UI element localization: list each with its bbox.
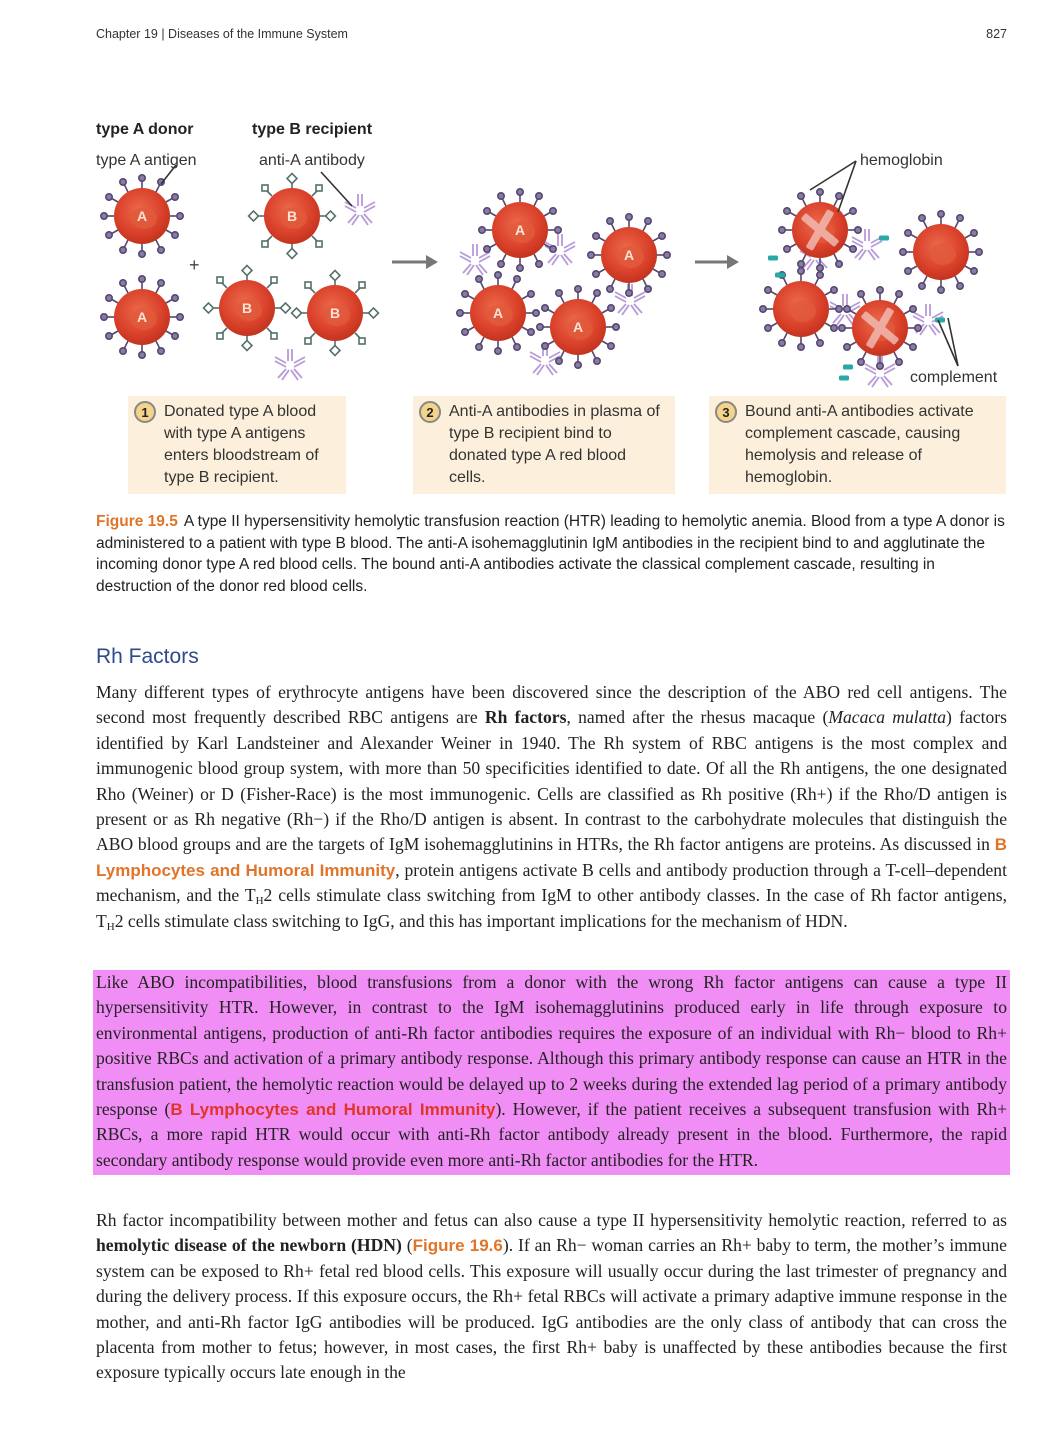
- svg-text:B: B: [241, 300, 253, 316]
- species-name: Macaca mulatta: [828, 707, 947, 728]
- cell-label-a: A: [136, 208, 148, 224]
- svg-text:A: A: [572, 319, 584, 335]
- svg-text:B: B: [329, 305, 341, 321]
- antigen-label: type A antigen: [96, 152, 197, 169]
- svg-text:A: A: [623, 247, 635, 263]
- figure-ref: Figure 19.5: [96, 513, 178, 530]
- figure-19-5: [90, 110, 1015, 510]
- step-text: Bound anti-A antibodies activate complement cascade, causing hemolysis and release of hemoglobin.: [745, 403, 974, 486]
- panel-1-donor-recipient-cells: [101, 165, 379, 380]
- step-number-badge: 1: [134, 401, 156, 423]
- recipient-title: type B recipient: [252, 121, 373, 138]
- step-text: Anti-A antibodies in plasma of type B recipient bind to donated type A red blood cells.: [449, 403, 660, 486]
- paragraph-3: Rh factor incompatibility between mother and fetus can also cause a type II hypersensitivity hemolytic reaction, referred to as hemolytic disease of the newborn (HDN) (Figure 19.6). If an Rh− woman carries an Rh+ baby to term, the mother’s immune system can be exposed to Rh+ fetal red blood cells. This exposure will usually occur during the last trimester of pregnancy and during the delivery process. If this exposure occurs, the Rh+ fetal RBCs will activate a primary adaptive immune response in the mother, and anti-Rh factor IgG antibodies will be produced. IgG antibodies are the only class of antibody that can cross the placenta from mother to fetus; however, in most cases, the first Rh+ baby is unaffected by these antibodies because the first exposure typically occurs late enough in the: [96, 1210, 1007, 1383]
- term-rh-factors: Rh factors: [484, 707, 567, 728]
- antibody-label: anti-A antibody: [259, 152, 365, 169]
- link-figure-19-6[interactable]: Figure 19.6: [412, 1236, 503, 1256]
- running-head: [96, 27, 1007, 41]
- step-number-badge: 3: [715, 401, 737, 423]
- link-b-lymphocytes[interactable]: B Lymphocytes and Humoral Immunity: [96, 835, 1007, 880]
- complement-label: complement: [910, 369, 998, 386]
- page-number: 827: [986, 27, 1007, 41]
- step-2-box: [413, 396, 675, 494]
- donor-title: type A donor: [96, 121, 194, 138]
- figure-caption: [96, 511, 1008, 597]
- term-hdn: hemolytic disease of the newborn (HDN): [96, 1235, 402, 1256]
- panel-3-hemolysis: [760, 161, 982, 387]
- svg-text:A: A: [136, 309, 148, 325]
- step-text: Donated type A blood with type A antigens enters bloodstream of type B recipient.: [164, 403, 319, 486]
- panel-2-agglutination: [457, 189, 670, 375]
- caption-text: A type II hypersensitivity hemolytic transfusion reaction (HTR) leading to hemolytic anemia. Blood from a type A donor is administered to a patient with type B blood. The anti-A isohemagglutinin IgM antibodies in the recipient bind to and agglutinate the incoming donor type A red blood cells. The bound anti-A antibodies activate the classical complement cascade, resulting in destruction of the donor red blood cells.: [96, 513, 1005, 595]
- hemoglobin-label: hemoglobin: [860, 152, 943, 169]
- cell-label-b: B: [286, 208, 298, 224]
- arrow-right-icon: [392, 255, 438, 269]
- paragraph-2-highlighted: Like ABO incompatibilities, blood transfusions from a donor with the wrong Rh factor antigens can cause a type II hypersensitivity HTR. However, in contrast to the IgM isohemagglutinins produced early in life through exposure to environmental antigens, production of anti-Rh factor antibodies requires the exposure of an individual with Rh− blood to Rh+ positive RBCs and activation of a primary antibody response. Although this primary antibody response can cause an HTR in the transfusion patient, the hemolytic reaction would be delayed up to 2 weeks during the extended lag period of a primary antibody response (B Lymphocytes and Humoral Immunity). However, if the patient receives a subsequent transfusion with Rh+ RBCs, a more rapid HTR would occur with anti-Rh factor antibody already present in the blood. Furthermore, the rapid secondary antibody response would provide even more anti-Rh factor antibodies for the HTR.: [93, 970, 1010, 1175]
- step-1-box: [128, 396, 346, 494]
- arrow-right-icon: [695, 255, 739, 269]
- svg-text:A: A: [514, 222, 526, 238]
- section-title: Rh Factors: [96, 645, 199, 668]
- step-3-box: [709, 396, 1006, 494]
- link-b-lymphocytes[interactable]: B Lymphocytes and Humoral Immunity: [170, 1100, 496, 1120]
- step-number-badge: 2: [419, 401, 441, 423]
- paragraph-1: Many different types of erythrocyte antigens have been discovered since the description of the ABO red cell antigens. The second most frequently described RBC antigens are Rh factors, named after the rhesus macaque (Macaca mulatta) factors identified by Karl Landsteiner and Alexander Weiner in 1940. The Rh system of RBC antigens is the most complex and immunogenic blood group system, with more than 50 specificities identified to date. Of all the Rh antigens, the one designated Rho (Weiner) or D (Fisher-Race) is the most immunogenic. Cells are classified as Rh positive (Rh+) if the Rho/D antigen is present or as Rh negative (Rh−) if the Rho/D antigen is absent. In contrast to the carbohydrate molecules that distinguish the ABO blood groups and are the targets of IgM isohemagglutinins in HTRs, the Rh factor antigens are proteins. As discussed in B Lymphocytes and Humoral Immunity, protein antigens activate B cells and antibody production through a T-cell–dependent mechanism, and the $T_H2$ cells stimulate class switching from IgM to other antibody classes. In the case of Rh factor antigens, $T_H2$ cells stimulate class switching to IgG, and this has important implications for the mechanism of HDN.: [96, 682, 1008, 933]
- chapter-title: Chapter 19 | Diseases of the Immune System: [96, 27, 348, 41]
- svg-text:A: A: [492, 305, 504, 321]
- svg-text:+: +: [189, 255, 200, 275]
